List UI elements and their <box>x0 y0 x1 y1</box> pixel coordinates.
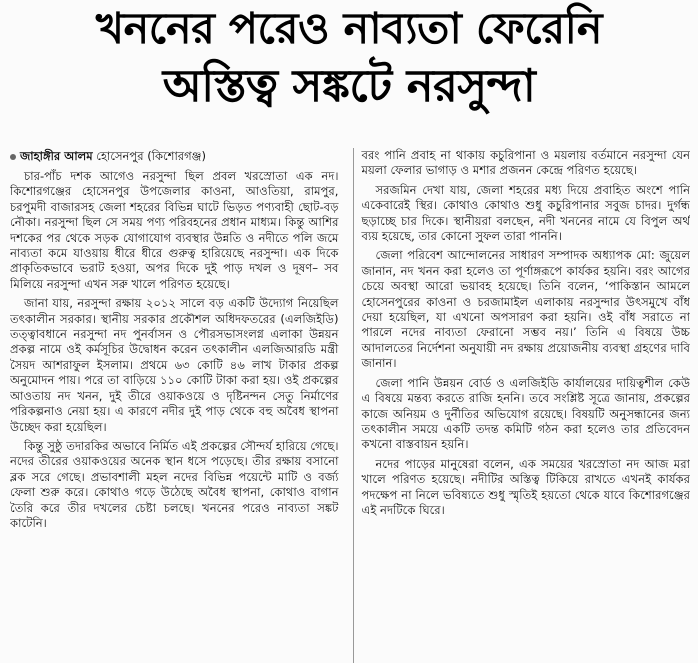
paragraph: নদের পাড়ের মানুষেরা বলেন, এক সময়ের খরস্রোতা নদ আজ মরা খালে পরিণত হয়েছে। নদীটির অস্তিত্ব টিকিয়ে রাখতে এখনই কার্যকর পদক্ষেপ না নিলে ভবিষ্যতে শুধু স্মৃতিই হয়তো থেকে যাবে কিশোরগঞ্জের এই নদটিকে ঘিরে। <box>361 456 690 517</box>
headline-line-2: অস্তিত্ব সঙ্কটে নরসুন্দা <box>162 59 536 112</box>
paragraph: কিন্তু সুষ্ঠু তদারকির অভাবে নির্মিত এই প্রকল্পের সৌন্দর্য হারিয়ে গেছে। নদের তীরের ওয়াকওয়ের অনেক স্থান ধসে পড়েছে। তীর রক্ষায় বসানো ব্লক সরে গেছে। প্রভাবশালী মহল নদের বিভিন্ন পয়েন্টে মাটি ও বর্জ্য ফেলা শুরু করে। কোথাও গড়ে উঠেছে অবৈধ স্থাপনা, কোথাও বাগান তৈরি করে তীর দখলের চেষ্টা চলছে। খননের পরেও নাব্যতা সঙ্কট কাটেনি। <box>10 438 339 530</box>
byline <box>10 148 339 167</box>
paragraph: জানা যায়, নরসুন্দা রক্ষায় ২০১২ সালে বড় একটি উদ্যোগ নিয়েছিল তৎকালীন সরকার। স্থানীয় সরকার প্রকৌশল অধিদফতরের (এলজিইডি) তত্ত্বাবধানে নরসুন্দা নদ পুনর্বাসন ও পৌরসভাসংলগ্ন এলাকা উন্নয়ন প্রকল্প নামে ওই কর্মসূচির উদ্বোধন করেন তৎকালীন এলজিআরডি মন্ত্রী সৈয়দ আশরাফুল ইসলাম। প্রথমে ৬৩ কোটি ৪৬ লাখ টাকার প্রকল্প অনুমোদন পায়। পরে তা বাড়িয়ে ১১০ কোটি টাকা করা হয়। ওই প্রকল্পের আওতায় নদ খনন, দুই তীরে ওয়াকওয়ে ও দৃষ্টিনন্দন সেতু নির্মাণের পরিকল্পনাও নেয়া হয়। এ কারণে নদীর দুই পাড় থেকে বহু অবৈধ স্থাপনা উচ্ছেদ করা হয়েছিল। <box>10 296 339 434</box>
paragraph: বরং পানি প্রবাহ না থাকায় কচুরিপানা ও ময়লায় বর্তমানে নরসুন্দা যেন ময়লা ফেলার ভাগাড় ও মশার প্রজনন কেন্দ্রে পরিণত হয়েছে। <box>361 148 690 178</box>
bullet-icon <box>10 154 16 160</box>
right-column <box>353 148 691 663</box>
paragraph: সরজমিন দেখা যায়, জেলা শহরের মধ্য দিয়ে প্রবাহিত অংশে পানি একেবারেই স্থির। কোথাও কোথাও শুধু কচুরিপানার সবুজ চাদর। দুর্গন্ধ ছড়াচ্ছে চার দিকে। স্থানীয়রা বলছেন, নদী খননের নামে যে বিপুল অর্থ ব্যয় হয়েছে, তার কোনো সুফল তারা পাননি। <box>361 182 690 244</box>
headline-line-1: খননের পরেও নাব্যতা ফেরেনি <box>95 4 603 54</box>
left-column <box>10 148 339 663</box>
author-name: জাহাঙ্গীর আলম <box>20 149 93 163</box>
paragraph: চার-পাঁচ দশক আগেও নরসুন্দা ছিল প্রবল খরস্রোতা এক নদ। কিশোরগঞ্জের হোসেনপুর উপজেলার কাওনা, আওতিয়া, রামপুর, চরপুমদী বাজারসহ জেলা শহরের বিভিন্ন ঘাটে ভিড়ত পণ্যবাহী ছোট-বড় নৌকা। নরসুন্দা ছিল সে সময় পণ্য পরিবহনের প্রধান মাধ্যম। কিন্তু আশির দশকের পর থেকে সড়ক যোগাযোগ ব্যবস্থার উন্নতি ও নদীতে পলি জমে নাব্যতা কমে যাওয়ায় ধীরে ধীরে গুরুত্ব হারিয়েছে নরসুন্দা। এক দিকে প্রাকৃতিকভাবে ভরাট হওয়া, অপর দিকে দুই পাড় দখল ও দূষণ– সব মিলিয়ে নরসুন্দা এখন সরু খালে পরিণত হয়েছে। <box>10 169 339 291</box>
byline-place: হোসেনপুর (কিশোরগঞ্জ) <box>96 149 206 163</box>
paragraph: জেলা পানি উন্নয়ন বোর্ড ও এলজিইডি কার্যালয়ের দায়িত্বশীল কেউ এ বিষয়ে মন্তব্য করতে রাজি হননি। তবে সংশ্লিষ্ট সূত্রে জানায়, প্রকল্পের কাজে অনিয়ম ও দুর্নীতির অভিযোগ রয়েছে। বিষয়টি অনুসন্ধানের জন্য তৎকালীন সময়ে একটি তদন্ত কমিটি গঠন করা হলেও তার প্রতিবেদন কখনো বাস্তবায়ন হয়নি। <box>361 375 690 452</box>
paragraph: জেলা পরিবেশ আন্দোলনের সাধারণ সম্পাদক অধ্যাপক মো: জুয়েল জানান, নদ খনন করা হলেও তা পূর্ণাঙ্গরূপে কার্যকর হয়নি। বরং আগের চেয়ে অবস্থা আরো ভয়াবহ হয়েছে। তিনি বলেন, ‘পাকিস্তান আমলে হোসেনপুরের কাওনা ও চরজামাইল এলাকায় নরসুন্দার উৎসমুখে বাঁধ দেয়া হয়েছিল, যা এখনো অপসারণ করা হয়নি। ওই বাঁধ সরাতে না পারলে নদের নাব্যতা ফেরানো সম্ভব নয়।’ তিনি এ বিষয়ে উচ্চ আদালতের নির্দেশনা অনুযায়ী নদ রক্ষায় প্রয়োজনীয় ব্যবস্থা গ্রহণের দাবি জানান। <box>361 248 690 371</box>
article-body <box>10 148 690 663</box>
